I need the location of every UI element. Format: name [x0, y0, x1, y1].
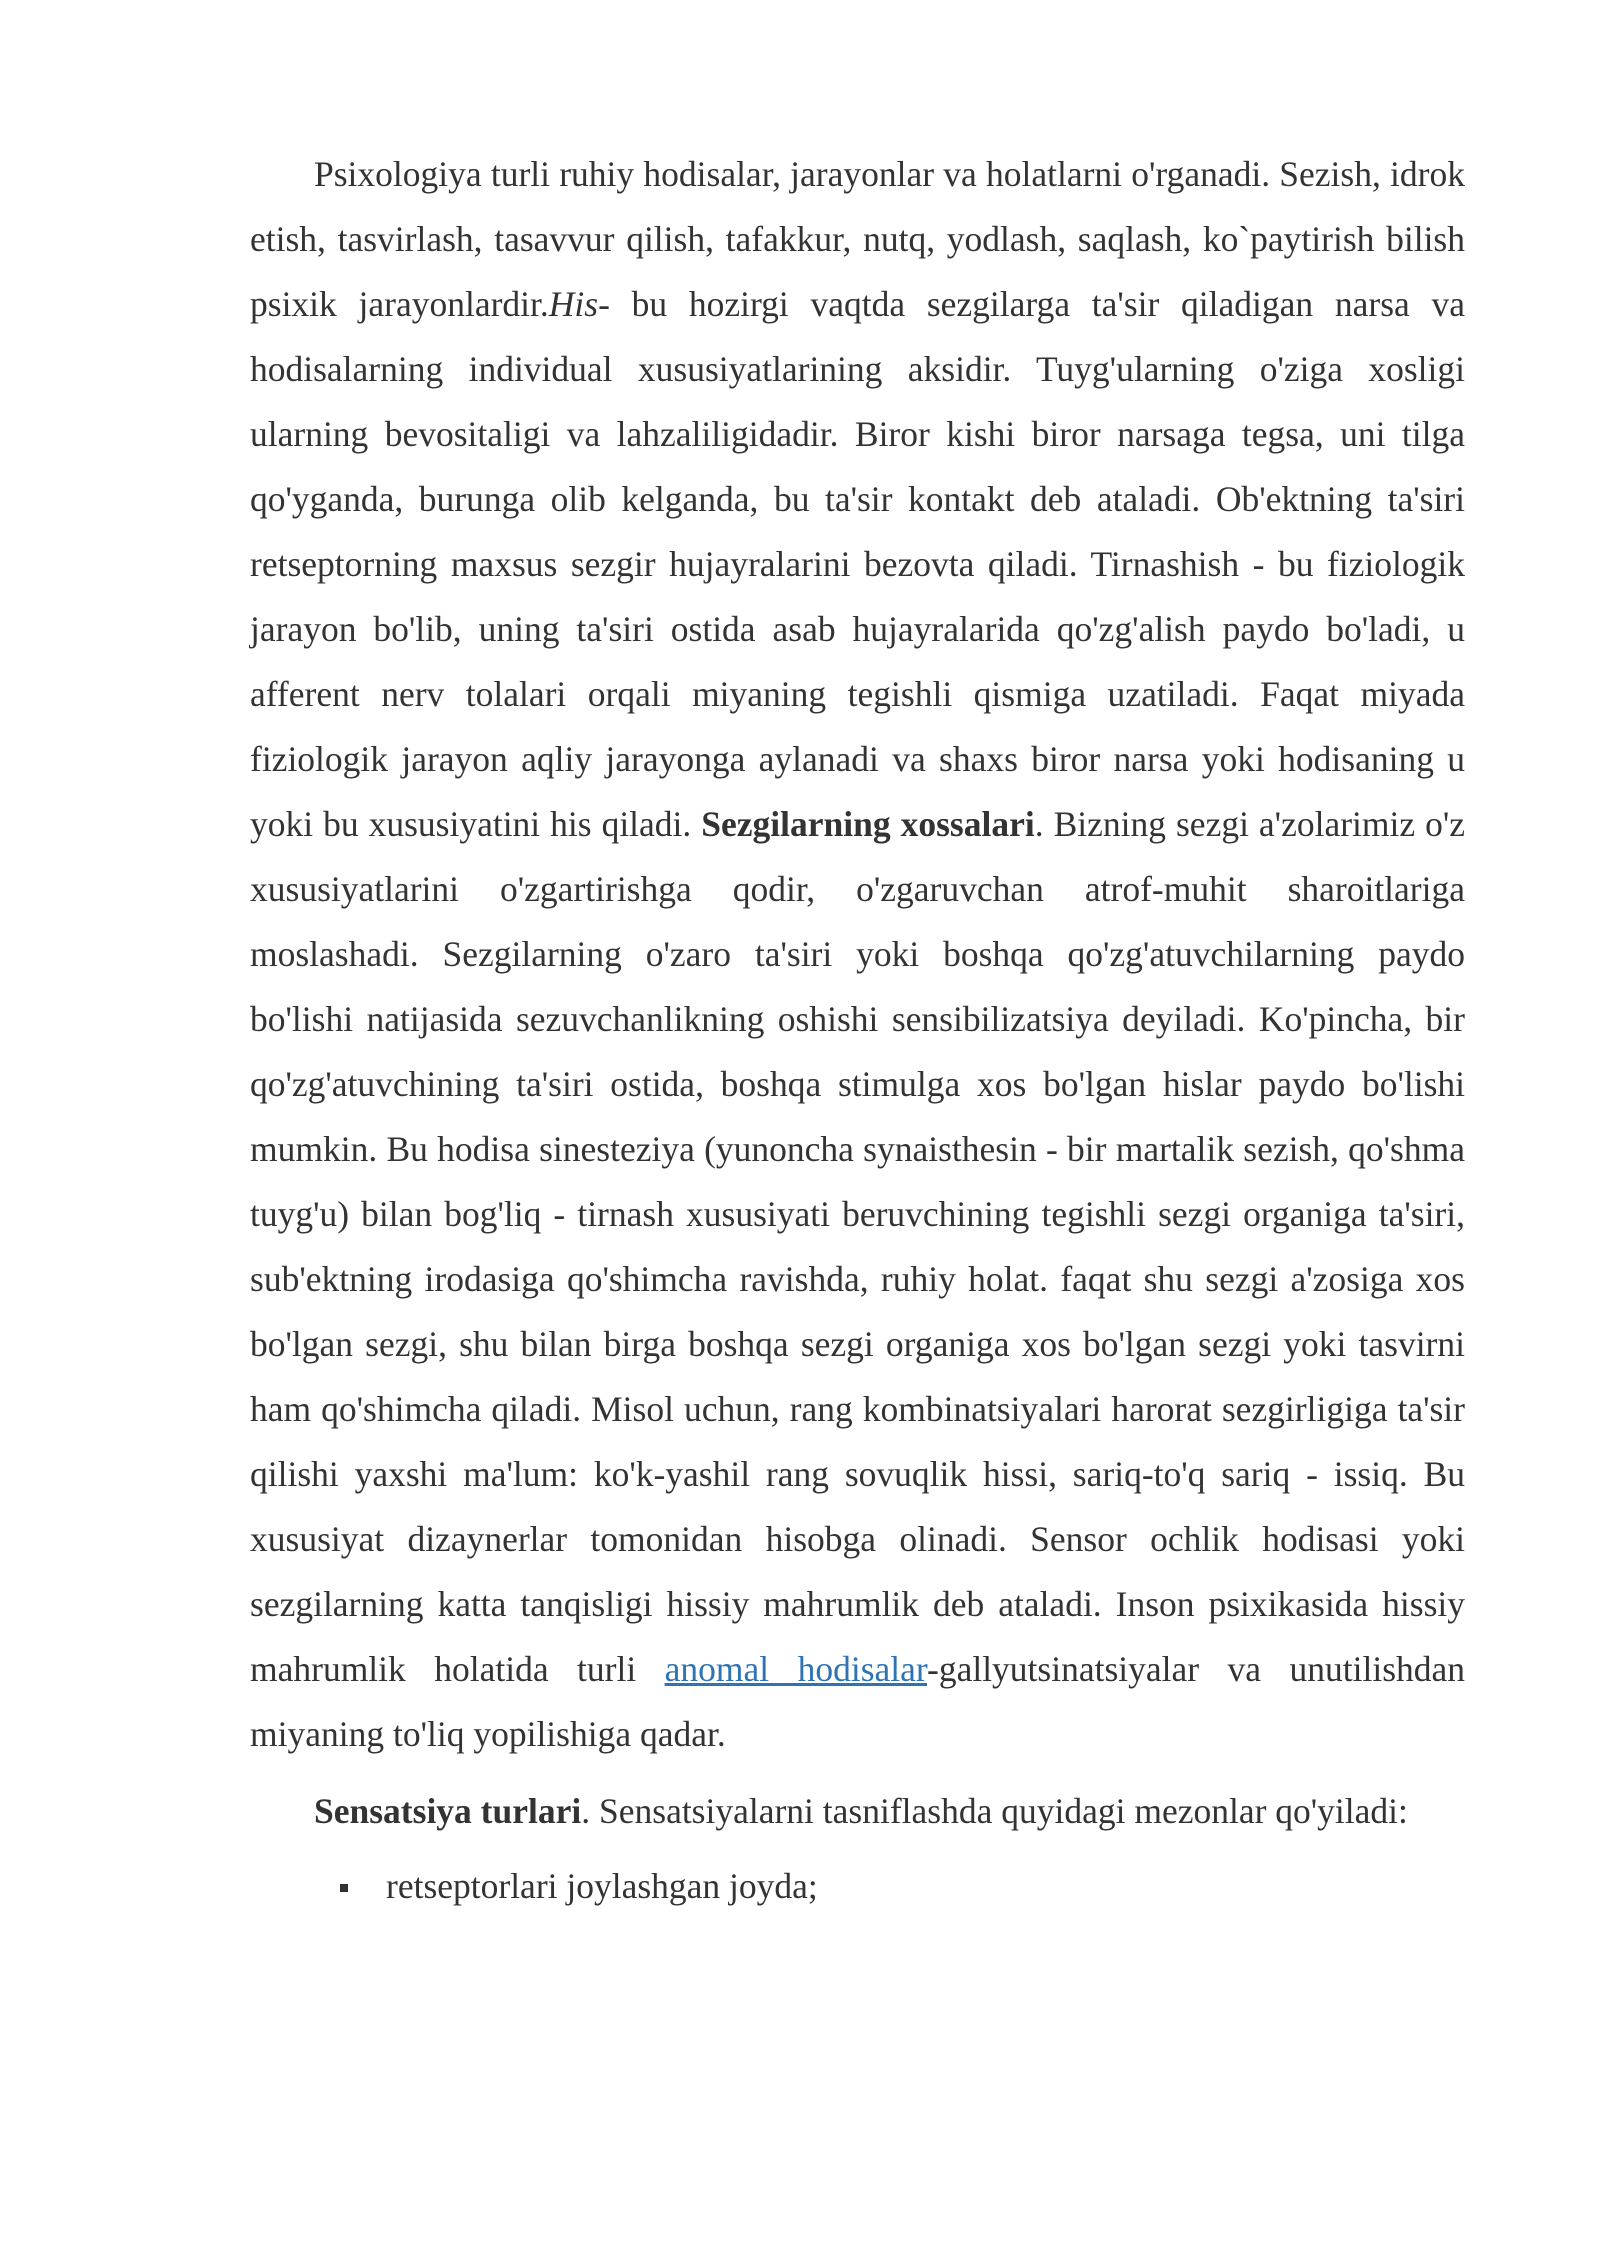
link-anomal-hodisalar[interactable]: anomal hodisalar: [664, 1649, 927, 1689]
paragraph-sensation-types: [250, 1779, 1465, 1844]
paragraph-text: -gallyutsinatsiyalar va unutilishdan miyaning to'liq yopilishiga qadar.: [250, 1649, 1466, 1754]
heading-sezgilarning-xossalari: Sezgilarning xossalari: [701, 804, 1035, 844]
paragraph-text: Psixologiya turli ruhiy hodisalar, jarayonlar va holatlarni o'rganadi. Sezish, idrok etish, tasvirlash, tasavvur qilish, tafakkur, nutq, yodlash, saqlash, ko`paytirish bilish psixik jarayonlardir.: [250, 154, 1465, 324]
paragraph-psychology-intro: [250, 142, 1465, 1767]
list-item: [250, 1854, 1465, 1919]
paragraph-text: . Sensatsiyalarni tasniflashda quyidagi mezonlar qo'yiladi:: [581, 1791, 1408, 1831]
criteria-list: [250, 1854, 1465, 1919]
document-body: [250, 142, 1465, 1919]
paragraph-text: - bu hozirgi vaqtda sezgilarga ta'sir qiladigan narsa va hodisalarning individual xususiyatlarining aksidir. Tuyg'ularning o'ziga xosligi ularning bevositaligi va lahzaliligidadir. Biror kishi biror narsaga tegsa, uni tilga qo'yganda, burunga olib kelganda, bu ta'sir kontakt deb ataladi. Ob'ektning ta'siri retseptorning maxsus sezgir hujayralarini bezovta qiladi. Tirnashish - bu fiziologik jarayon bo'lib, uning ta'siri ostida asab hujayralarida qo'zg'alish paydo bo'ladi, u afferent nerv tolalari orqali miyaning tegishli qismiga uzatiladi. Faqat miyada fiziologik jarayon aqliy jarayonga aylanadi va shaxs biror narsa yoki hodisaning u yoki bu xususiyatini his qiladi.: [250, 284, 1465, 844]
bullet-icon: [340, 1884, 348, 1892]
heading-sensatsiya-turlari: Sensatsiya turlari: [314, 1791, 582, 1831]
list-item-text: retseptorlari joylashgan joyda;: [386, 1866, 818, 1906]
paragraph-text: . Bizning sezgi a'zolarimiz o'z xususiyatlarini o'zgartirishga qodir, o'zgaruvchan atrof-muhit sharoitlariga moslashadi. Sezgilarning o'zaro ta'siri yoki boshqa qo'zg'atuvchilarning paydo bo'lishi natijasida sezuvchanlikning oshishi sensibilizatsiya deyiladi. Ko'pincha, bir qo'zg'atuvchining ta'siri ostida, boshqa stimulga xos bo'lgan hislar paydo bo'lishi mumkin. Bu hodisa sinesteziya (yunoncha synaisthesin - bir martalik sezish, qo'shma tuyg'u) bilan bog'liq - tirnash xususiyati beruvchining tegishli sezgi organiga ta'siri, sub'ektning irodasiga qo'shimcha ravishda, ruhiy holat. faqat shu sezgi a'zosiga xos bo'lgan sezgi, shu bilan birga boshqa sezgi organiga xos bo'lgan sezgi yoki tasvirni ham qo'shimcha qiladi. Misol uchun, rang kombinatsiyalari harorat sezgirligiga ta'sir qilishi yaxshi ma'lum: ko'k-yashil rang sovuqlik hissi, sariq-to'q sariq - issiq. Bu xususiyat dizaynerlar tomonidan hisobga olinadi. Sensor ochlik hodisasi yoki sezgilarning katta tanqisligi hissiy mahrumlik deb ataladi. Inson psixikasida hissiy mahrumlik holatida turli: [250, 804, 1466, 1689]
term-his: His: [548, 284, 599, 324]
